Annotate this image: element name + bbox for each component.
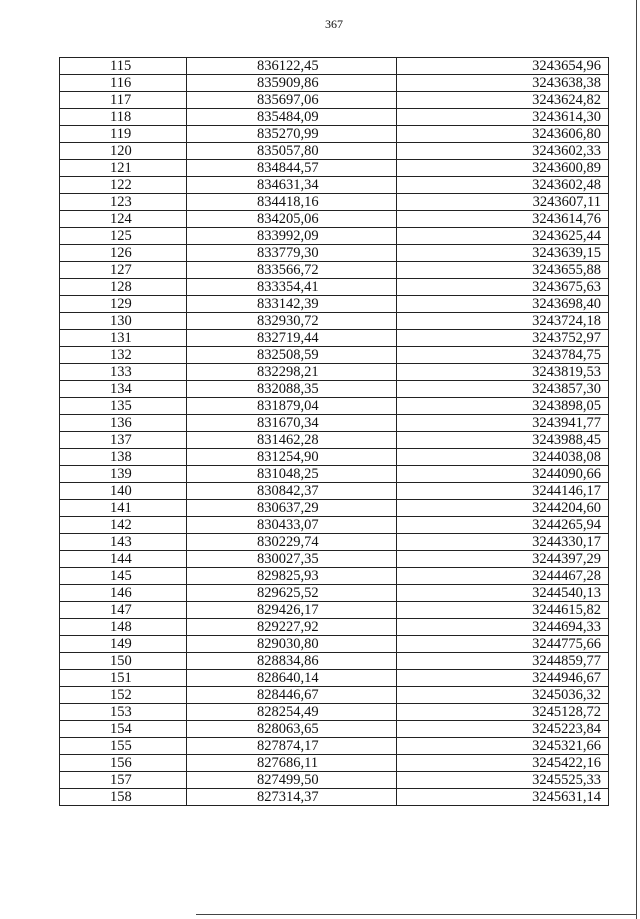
- x-coordinate-cell: 833992,09: [187, 228, 397, 245]
- x-coordinate-cell: 833779,30: [187, 245, 397, 262]
- point-number-cell: 153: [60, 704, 187, 721]
- y-coordinate-cell: 3244540,13: [397, 585, 609, 602]
- y-coordinate-cell: 3243675,63: [397, 279, 609, 296]
- x-coordinate-cell: 828063,65: [187, 721, 397, 738]
- x-coordinate-cell: 830229,74: [187, 534, 397, 551]
- table-row: [60, 602, 609, 619]
- scan-edge-right: [636, 0, 637, 919]
- table-row: [60, 500, 609, 517]
- x-coordinate-cell: 829625,52: [187, 585, 397, 602]
- table-row: [60, 347, 609, 364]
- table-row: [60, 466, 609, 483]
- point-number-cell: 136: [60, 415, 187, 432]
- x-coordinate-cell: 829227,92: [187, 619, 397, 636]
- point-number-cell: 134: [60, 381, 187, 398]
- page-number: 367: [325, 17, 343, 31]
- y-coordinate-cell: 3243602,33: [397, 143, 609, 160]
- y-coordinate-cell: 3243638,38: [397, 75, 609, 92]
- y-coordinate-cell: 3243614,30: [397, 109, 609, 126]
- y-coordinate-cell: 3243698,40: [397, 296, 609, 313]
- coordinates-table: [59, 57, 609, 806]
- point-number-cell: 151: [60, 670, 187, 687]
- x-coordinate-cell: 832088,35: [187, 381, 397, 398]
- table-row: [60, 364, 609, 381]
- table-row: [60, 296, 609, 313]
- table-row: [60, 143, 609, 160]
- y-coordinate-cell: 3243752,97: [397, 330, 609, 347]
- table-row: [60, 619, 609, 636]
- table-row: [60, 687, 609, 704]
- table-row: [60, 211, 609, 228]
- y-coordinate-cell: 3243988,45: [397, 432, 609, 449]
- point-number-cell: 143: [60, 534, 187, 551]
- point-number-cell: 144: [60, 551, 187, 568]
- table-row: [60, 772, 609, 789]
- point-number-cell: 158: [60, 789, 187, 806]
- table-row: [60, 262, 609, 279]
- point-number-cell: 115: [60, 58, 187, 75]
- table-row: [60, 670, 609, 687]
- x-coordinate-cell: 827499,50: [187, 772, 397, 789]
- y-coordinate-cell: 3243600,89: [397, 160, 609, 177]
- y-coordinate-cell: 3244265,94: [397, 517, 609, 534]
- x-coordinate-cell: 829426,17: [187, 602, 397, 619]
- table-row: [60, 755, 609, 772]
- table-row: [60, 177, 609, 194]
- table-row: [60, 92, 609, 109]
- point-number-cell: 132: [60, 347, 187, 364]
- point-number-cell: 147: [60, 602, 187, 619]
- x-coordinate-cell: 833354,41: [187, 279, 397, 296]
- point-number-cell: 118: [60, 109, 187, 126]
- table-row: [60, 738, 609, 755]
- table-row: [60, 704, 609, 721]
- x-coordinate-cell: 831879,04: [187, 398, 397, 415]
- point-number-cell: 131: [60, 330, 187, 347]
- table-row: [60, 449, 609, 466]
- table-row: [60, 313, 609, 330]
- y-coordinate-cell: 3243898,05: [397, 398, 609, 415]
- x-coordinate-cell: 829030,80: [187, 636, 397, 653]
- coordinates-table-body: [60, 58, 609, 806]
- table-row: [60, 245, 609, 262]
- table-row: [60, 398, 609, 415]
- point-number-cell: 138: [60, 449, 187, 466]
- x-coordinate-cell: 835697,06: [187, 92, 397, 109]
- table-row: [60, 534, 609, 551]
- y-coordinate-cell: 3243784,75: [397, 347, 609, 364]
- table-row: [60, 381, 609, 398]
- point-number-cell: 154: [60, 721, 187, 738]
- point-number-cell: 125: [60, 228, 187, 245]
- y-coordinate-cell: 3243624,82: [397, 92, 609, 109]
- x-coordinate-cell: 833566,72: [187, 262, 397, 279]
- y-coordinate-cell: 3244397,29: [397, 551, 609, 568]
- x-coordinate-cell: 835270,99: [187, 126, 397, 143]
- point-number-cell: 117: [60, 92, 187, 109]
- table-row: [60, 194, 609, 211]
- y-coordinate-cell: 3243941,77: [397, 415, 609, 432]
- table-row: [60, 636, 609, 653]
- point-number-cell: 128: [60, 279, 187, 296]
- table-row: [60, 279, 609, 296]
- point-number-cell: 129: [60, 296, 187, 313]
- point-number-cell: 148: [60, 619, 187, 636]
- point-number-cell: 121: [60, 160, 187, 177]
- table-row: [60, 568, 609, 585]
- point-number-cell: 133: [60, 364, 187, 381]
- x-coordinate-cell: 832508,59: [187, 347, 397, 364]
- x-coordinate-cell: 834418,16: [187, 194, 397, 211]
- x-coordinate-cell: 830842,37: [187, 483, 397, 500]
- x-coordinate-cell: 827874,17: [187, 738, 397, 755]
- point-number-cell: 122: [60, 177, 187, 194]
- table-row: [60, 330, 609, 347]
- point-number-cell: 157: [60, 772, 187, 789]
- point-number-cell: 120: [60, 143, 187, 160]
- point-number-cell: 123: [60, 194, 187, 211]
- y-coordinate-cell: 3244204,60: [397, 500, 609, 517]
- y-coordinate-cell: 3245422,16: [397, 755, 609, 772]
- x-coordinate-cell: 835057,80: [187, 143, 397, 160]
- point-number-cell: 142: [60, 517, 187, 534]
- y-coordinate-cell: 3244090,66: [397, 466, 609, 483]
- point-number-cell: 150: [60, 653, 187, 670]
- table-row: [60, 432, 609, 449]
- y-coordinate-cell: 3243655,88: [397, 262, 609, 279]
- table-row: [60, 126, 609, 143]
- table-row: [60, 58, 609, 75]
- point-number-cell: 135: [60, 398, 187, 415]
- x-coordinate-cell: 836122,45: [187, 58, 397, 75]
- x-coordinate-cell: 833142,39: [187, 296, 397, 313]
- point-number-cell: 124: [60, 211, 187, 228]
- x-coordinate-cell: 831048,25: [187, 466, 397, 483]
- y-coordinate-cell: 3245321,66: [397, 738, 609, 755]
- y-coordinate-cell: 3243606,80: [397, 126, 609, 143]
- y-coordinate-cell: 3244038,08: [397, 449, 609, 466]
- y-coordinate-cell: 3244330,17: [397, 534, 609, 551]
- table-row: [60, 653, 609, 670]
- point-number-cell: 146: [60, 585, 187, 602]
- table-row: [60, 415, 609, 432]
- x-coordinate-cell: 832930,72: [187, 313, 397, 330]
- y-coordinate-cell: 3244775,66: [397, 636, 609, 653]
- y-coordinate-cell: 3243654,96: [397, 58, 609, 75]
- table-row: [60, 551, 609, 568]
- x-coordinate-cell: 827314,37: [187, 789, 397, 806]
- x-coordinate-cell: 830637,29: [187, 500, 397, 517]
- point-number-cell: 149: [60, 636, 187, 653]
- x-coordinate-cell: 830027,35: [187, 551, 397, 568]
- y-coordinate-cell: 3244615,82: [397, 602, 609, 619]
- point-number-cell: 130: [60, 313, 187, 330]
- point-number-cell: 127: [60, 262, 187, 279]
- x-coordinate-cell: 831462,28: [187, 432, 397, 449]
- x-coordinate-cell: 828446,67: [187, 687, 397, 704]
- y-coordinate-cell: 3243724,18: [397, 313, 609, 330]
- table-row: [60, 75, 609, 92]
- y-coordinate-cell: 3244946,67: [397, 670, 609, 687]
- x-coordinate-cell: 835909,86: [187, 75, 397, 92]
- point-number-cell: 137: [60, 432, 187, 449]
- table-row: [60, 109, 609, 126]
- x-coordinate-cell: 835484,09: [187, 109, 397, 126]
- point-number-cell: 155: [60, 738, 187, 755]
- x-coordinate-cell: 831254,90: [187, 449, 397, 466]
- y-coordinate-cell: 3245631,14: [397, 789, 609, 806]
- table-row: [60, 483, 609, 500]
- table-row: [60, 585, 609, 602]
- point-number-cell: 139: [60, 466, 187, 483]
- y-coordinate-cell: 3245525,33: [397, 772, 609, 789]
- x-coordinate-cell: 831670,34: [187, 415, 397, 432]
- y-coordinate-cell: 3245128,72: [397, 704, 609, 721]
- point-number-cell: 156: [60, 755, 187, 772]
- point-number-cell: 141: [60, 500, 187, 517]
- y-coordinate-cell: 3243819,53: [397, 364, 609, 381]
- point-number-cell: 145: [60, 568, 187, 585]
- table-row: [60, 160, 609, 177]
- table-row: [60, 517, 609, 534]
- x-coordinate-cell: 828834,86: [187, 653, 397, 670]
- x-coordinate-cell: 827686,11: [187, 755, 397, 772]
- point-number-cell: 140: [60, 483, 187, 500]
- x-coordinate-cell: 830433,07: [187, 517, 397, 534]
- point-number-cell: 119: [60, 126, 187, 143]
- x-coordinate-cell: 834631,34: [187, 177, 397, 194]
- y-coordinate-cell: 3245223,84: [397, 721, 609, 738]
- y-coordinate-cell: 3243639,15: [397, 245, 609, 262]
- table-row: [60, 789, 609, 806]
- y-coordinate-cell: 3245036,32: [397, 687, 609, 704]
- x-coordinate-cell: 832719,44: [187, 330, 397, 347]
- table-row: [60, 721, 609, 738]
- y-coordinate-cell: 3243614,76: [397, 211, 609, 228]
- x-coordinate-cell: 834844,57: [187, 160, 397, 177]
- table-row: [60, 228, 609, 245]
- x-coordinate-cell: 828640,14: [187, 670, 397, 687]
- point-number-cell: 152: [60, 687, 187, 704]
- y-coordinate-cell: 3244146,17: [397, 483, 609, 500]
- point-number-cell: 126: [60, 245, 187, 262]
- scan-edge-bottom: [196, 914, 636, 915]
- point-number-cell: 116: [60, 75, 187, 92]
- x-coordinate-cell: 834205,06: [187, 211, 397, 228]
- x-coordinate-cell: 832298,21: [187, 364, 397, 381]
- x-coordinate-cell: 829825,93: [187, 568, 397, 585]
- x-coordinate-cell: 828254,49: [187, 704, 397, 721]
- y-coordinate-cell: 3244467,28: [397, 568, 609, 585]
- y-coordinate-cell: 3243602,48: [397, 177, 609, 194]
- y-coordinate-cell: 3243857,30: [397, 381, 609, 398]
- y-coordinate-cell: 3244859,77: [397, 653, 609, 670]
- y-coordinate-cell: 3244694,33: [397, 619, 609, 636]
- y-coordinate-cell: 3243607,11: [397, 194, 609, 211]
- y-coordinate-cell: 3243625,44: [397, 228, 609, 245]
